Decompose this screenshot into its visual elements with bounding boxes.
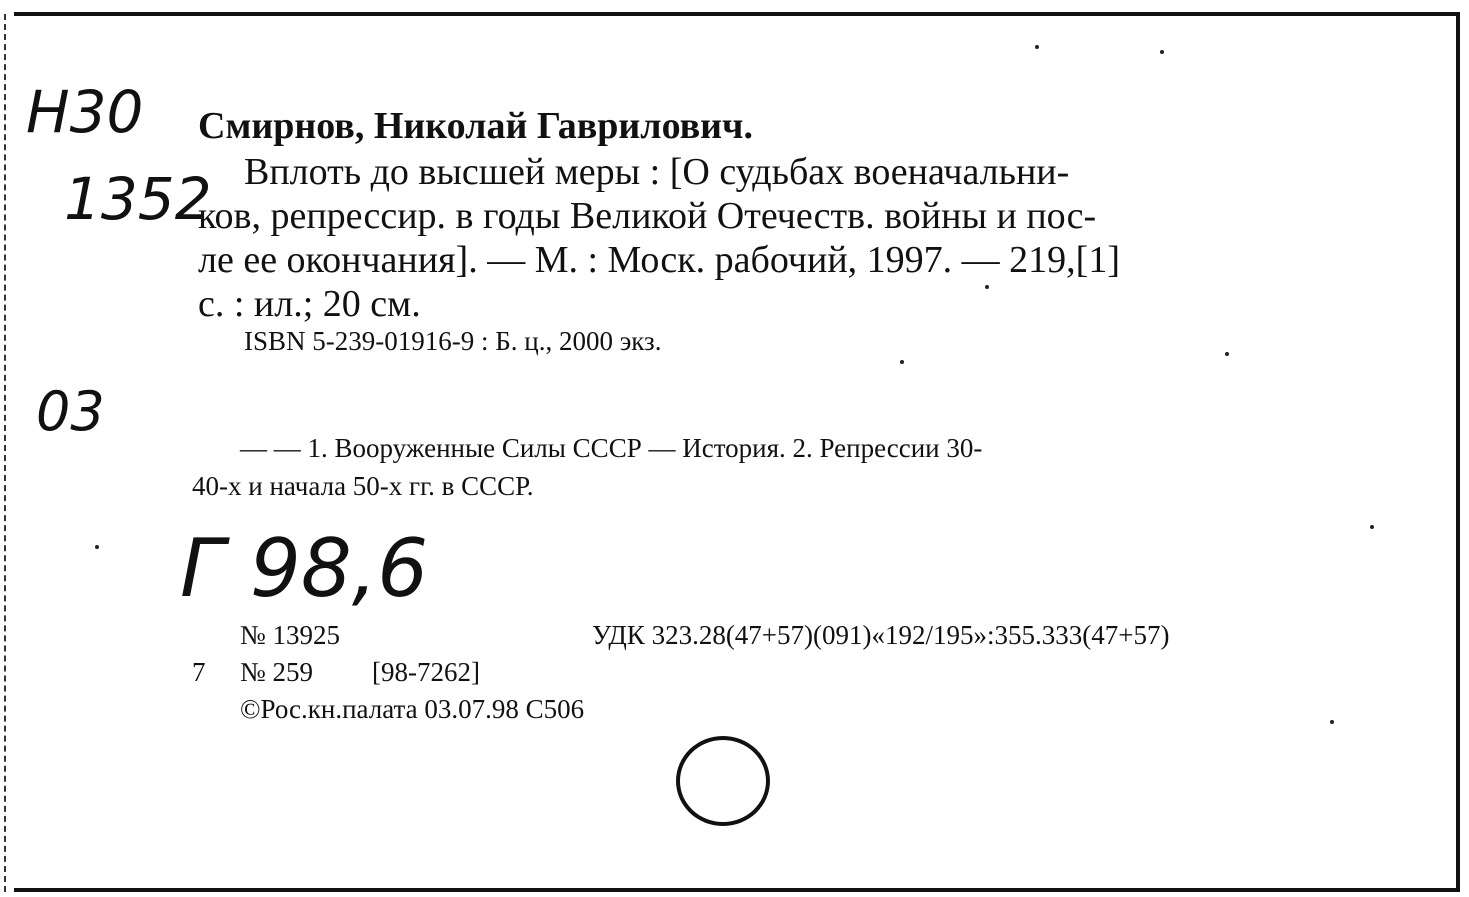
author-heading: Смирнов, Николай Гаврилович. [198, 105, 753, 147]
digit-seven: 7 [192, 657, 206, 687]
subject-line-1: — — 1. Вооруженные Силы СССР — История. 2. Репрессии 30- [240, 433, 983, 463]
isbn-line: ISBN 5-239-01916-9 : Б. ц., 2000 экз. [244, 326, 662, 356]
scan-speck [1225, 352, 1229, 356]
scan-speck [900, 360, 904, 364]
title-line-3: ле ее окончания]. — М. : Моск. рабочий, 1997. — 219,[1] [198, 239, 1120, 281]
scan-speck [1370, 525, 1374, 529]
subject-line-2: 40-х и начала 50-х гг. в СССР. [192, 471, 534, 501]
handwritten-index-bottom: 1352 [64, 165, 212, 233]
card-left-edge [4, 14, 10, 892]
card-number-2: № 259 [240, 657, 314, 687]
scan-speck [1330, 720, 1334, 724]
udc-code: УДК 323.28(47+57)(091)«192/195»:355.333(47+57) [592, 620, 1170, 650]
handwritten-shelf-mark: Г 98,6 [180, 522, 429, 615]
handwritten-index-top: Н30 [26, 78, 144, 146]
title-line-2: ков, репрессир. в годы Великой Отечеств. войны и пос- [198, 195, 1097, 237]
scan-speck [95, 545, 99, 549]
order-number: [98-7262] [372, 657, 480, 687]
book-chamber-line: ©Рос.кн.палата 03.07.98 С506 [240, 694, 585, 724]
card-number: № 13925 [240, 620, 341, 650]
title-line-1: Вплоть до высшей меры : [О судьбах военачальни- [244, 151, 1070, 193]
scan-speck [1160, 50, 1164, 54]
title-line-4: с. : ил.; 20 см. [198, 283, 421, 325]
handwritten-mark-03: 03 [36, 380, 105, 443]
scan-speck [985, 285, 989, 289]
punch-hole-circle [676, 736, 770, 826]
scan-speck [1035, 45, 1039, 49]
